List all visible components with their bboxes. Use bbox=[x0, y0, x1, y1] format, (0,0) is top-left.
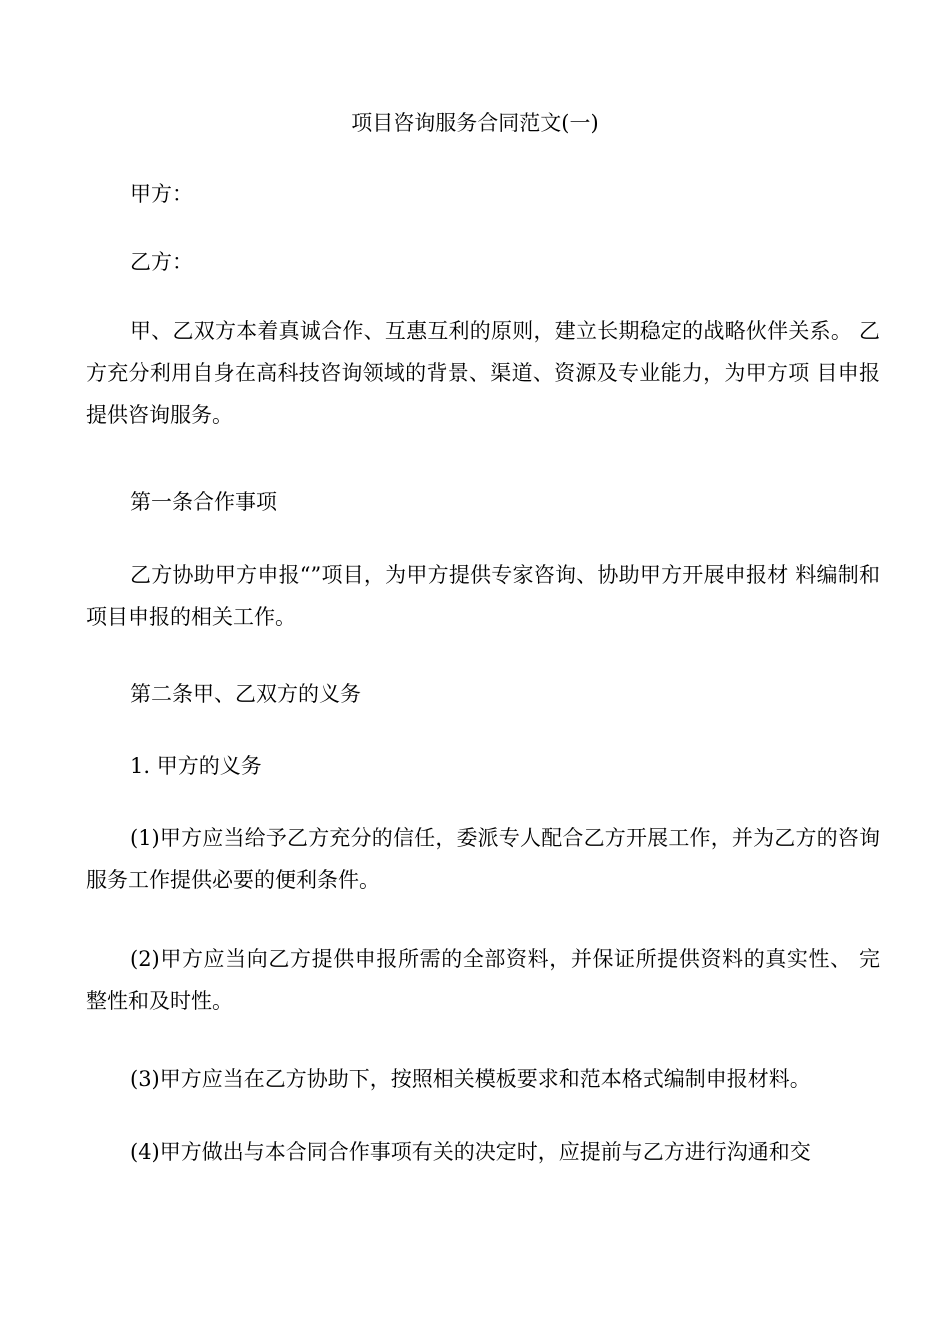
duty-item-3: (3)甲方应当在乙方协助下，按照相关模板要求和范本格式编制申报材料。 bbox=[130, 1067, 811, 1091]
party-a-line: 甲方： bbox=[130, 182, 193, 206]
article-1-heading: 第一条合作事项 bbox=[130, 490, 277, 514]
duty-item-1: (1)甲方应当给予乙方充分的信任，委派专人配合乙方开展工作，并为乙方的咨询服务工作提供必要的便利条件。 bbox=[86, 826, 880, 892]
document-title: 项目咨询服务合同范文(一) bbox=[351, 111, 599, 135]
intro-paragraph: 甲、乙双方本着真诚合作、互惠互利的原则，建立长期稳定的战略伙伴关系。 乙方充分利用自身在高科技咨询领域的背景、渠道、资源及专业能力，为甲方项 目申报提供咨询服务。 bbox=[86, 319, 881, 427]
article-1-body: 乙方协助甲方申报“”项目，为甲方提供专家咨询、协助甲方开展申报材 料编制和项目申报的相关工作。 bbox=[86, 563, 880, 629]
party-b-line: 乙方： bbox=[130, 250, 193, 274]
party-a-duties-heading: 1. 甲方的义务 bbox=[130, 754, 262, 778]
duty-item-2: (2)甲方应当向乙方提供申报所需的全部资料，并保证所提供资料的真实性、 完整性和及时性。 bbox=[86, 947, 880, 1013]
duty-item-4: (4)甲方做出与本合同合作事项有关的决定时，应提前与乙方进行沟通和交 bbox=[130, 1140, 811, 1164]
article-2-heading: 第二条甲、乙双方的义务 bbox=[130, 682, 361, 706]
